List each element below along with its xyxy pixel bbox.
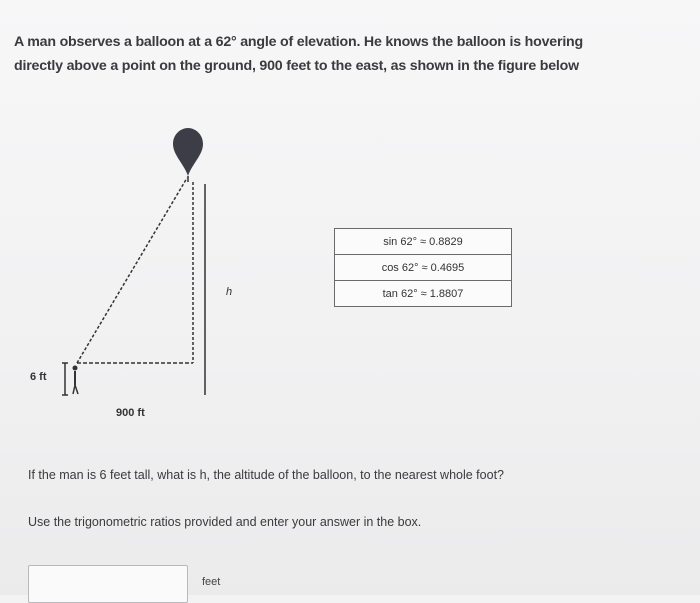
answer-input[interactable] <box>28 565 188 603</box>
problem-text <box>14 30 690 78</box>
balloon-icon <box>173 128 203 182</box>
table-row <box>335 281 512 307</box>
distance-label: 900 ft <box>116 407 145 419</box>
line-of-sight <box>77 178 187 363</box>
instruction-text: Use the trigonometric ratios provided and enter your answer in the box. <box>28 515 422 529</box>
balloon-figure <box>30 120 260 430</box>
cos-ratio: cos 62° ≈ 0.4695 <box>335 255 512 281</box>
trig-ratios-table <box>334 228 512 307</box>
man-height-label: 6 ft <box>30 371 47 383</box>
sin-ratio: sin 62° ≈ 0.8829 <box>335 229 512 255</box>
question-text: If the man is 6 feet tall, what is h, the altitude of the balloon, to the nearest whole foot? <box>28 468 504 482</box>
answer-unit: feet <box>202 576 221 588</box>
figure-drawing <box>30 120 260 430</box>
altitude-label: h <box>226 286 233 298</box>
problem-line-1: A man observes a balloon at a 62° angle of elevation. He knows the balloon is hovering <box>14 34 583 50</box>
table-row <box>335 229 512 255</box>
man-icon <box>73 366 79 395</box>
problem-line-2: directly above a point on the ground, 900 feet to the east, as shown in the figure below <box>14 58 579 74</box>
table-row <box>335 255 512 281</box>
tan-ratio: tan 62° ≈ 1.8807 <box>335 281 512 307</box>
